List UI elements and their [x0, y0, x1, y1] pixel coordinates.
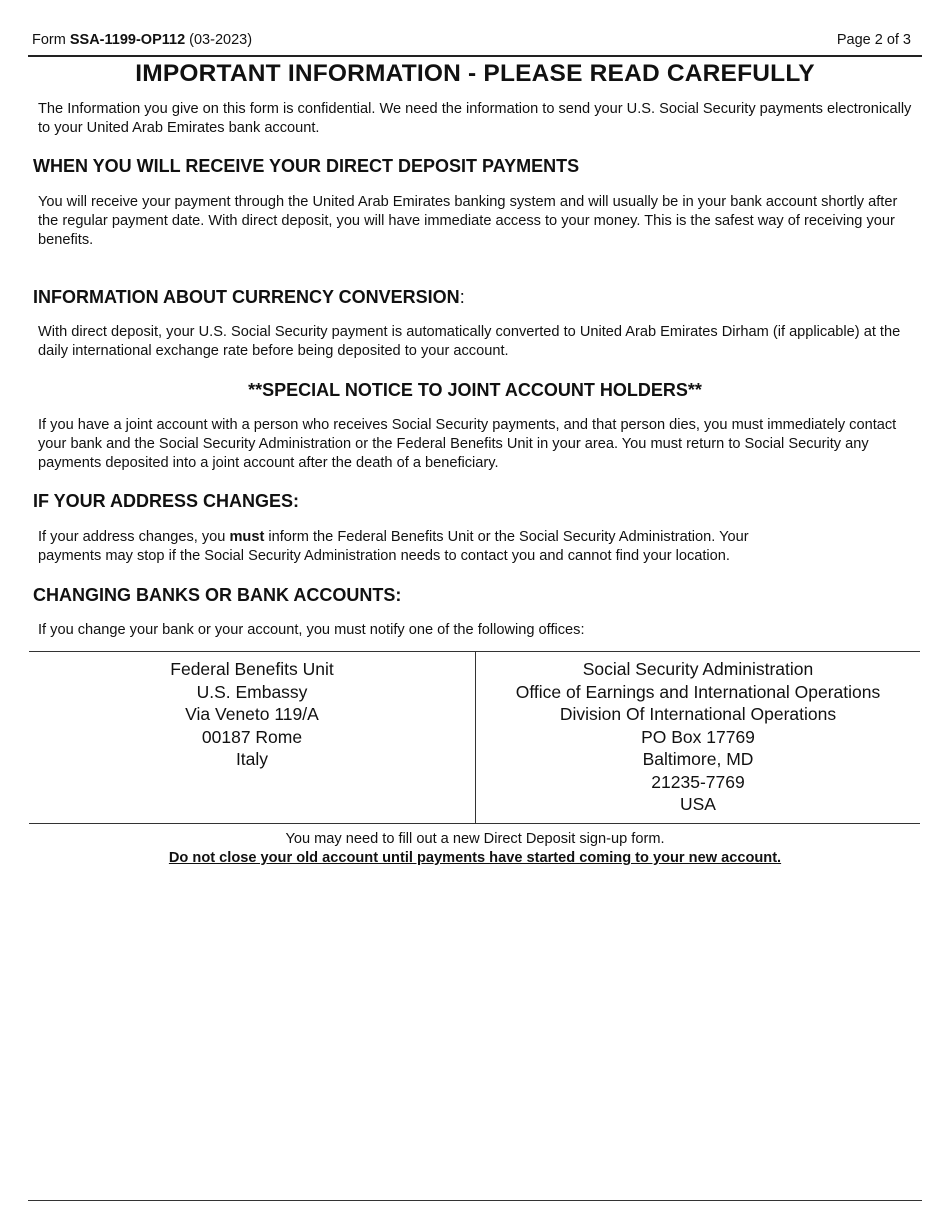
- form-code: SSA-1199-OP112: [69, 32, 186, 48]
- form-prefix: Form: [32, 32, 70, 48]
- currency-heading-colon: :: [459, 287, 465, 307]
- address-text-after: inform the Federal Benefits Unit or the Social Security Administration. Your payments may stop if the Social Security Administration needs to contact you and cannot find your location.: [38, 529, 749, 564]
- address-line: PO Box 17769: [641, 726, 755, 747]
- intro-paragraph: The Information you give on this form is confidential. We need the information to send your U.S. Social Security payments electronically to your United Arab Emirates bank account.: [38, 101, 912, 136]
- heading-joint-account-notice: **SPECIAL NOTICE TO JOINT ACCOUNT HOLDERS**: [248, 380, 702, 400]
- changing-banks-paragraph: If you change your bank or your account, you must notify one of the following offices:: [38, 622, 585, 638]
- heading-changing-banks: CHANGING BANKS OR BANK ACCOUNTS:: [33, 585, 402, 605]
- address-line: USA: [680, 794, 716, 814]
- sign-up-form-note: You may need to fill out a new Direct Deposit sign-up form.: [285, 831, 665, 847]
- address-line: Office of Earnings and International Operations: [515, 681, 881, 702]
- form-header: [28, 32, 922, 52]
- page-title: IMPORTANT INFORMATION - PLEASE READ CAREFULLY: [135, 60, 815, 87]
- federal-benefits-unit-address: [29, 658, 475, 771]
- address-line: Italy: [235, 749, 269, 769]
- ssa-office-address: [476, 658, 920, 816]
- address-changes-paragraph: [38, 528, 808, 566]
- address-line: Baltimore, MD: [642, 749, 754, 769]
- joint-account-paragraph: If you have a joint account with a person who receives Social Security payments, and that person dies, you must immediately contact your bank and the Social Security Administration or the Federal Benefits Unit in your area. You must return to Social Security any payments deposited into a joint account after the death of a beneficiary.: [38, 417, 897, 471]
- address-text-before: If your address changes, you: [38, 529, 230, 545]
- address-line: Social Security Administration: [582, 659, 814, 679]
- receive-payments-paragraph: You will receive your payment through the United Arab Emirates banking system and will usually be in your bank account shortly after the regular payment date. With direct deposit, you will have immediate access to your money. This is the safest way of receiving your benefits.: [38, 194, 898, 248]
- heading-address-changes: IF YOUR ADDRESS CHANGES:: [33, 491, 300, 511]
- old-account-warning: Do not close your old account until payments have started coming to your new account.: [168, 850, 782, 866]
- form-date: (03-2023): [185, 32, 253, 48]
- currency-heading-text: INFORMATION ABOUT CURRENCY CONVERSION: [33, 287, 460, 307]
- address-line: Via Veneto 119/A: [185, 704, 319, 724]
- footer-divider: [28, 1200, 922, 1201]
- address-line: 00187 Rome: [201, 726, 303, 747]
- address-line: Federal Benefits Unit: [170, 659, 334, 679]
- currency-conversion-paragraph: With direct deposit, your U.S. Social Security payment is automatically converted to United Arab Emirates Dirham (if applicable) at the daily international exchange rate before being deposited to your account.: [38, 324, 901, 359]
- page-number: Page 2 of 3: [836, 32, 911, 48]
- heading-currency-conversion: [33, 287, 465, 308]
- address-line: U.S. Embassy: [196, 681, 308, 702]
- address-line: Division Of International Operations: [559, 704, 837, 724]
- office-address-table: [29, 651, 920, 824]
- header-divider: [28, 55, 922, 57]
- form-identifier: [32, 32, 252, 48]
- address-text-must: must: [229, 529, 265, 545]
- heading-receive-payments: WHEN YOU WILL RECEIVE YOUR DIRECT DEPOSIT PAYMENTS: [33, 156, 580, 176]
- address-line: 21235-7769: [651, 771, 745, 792]
